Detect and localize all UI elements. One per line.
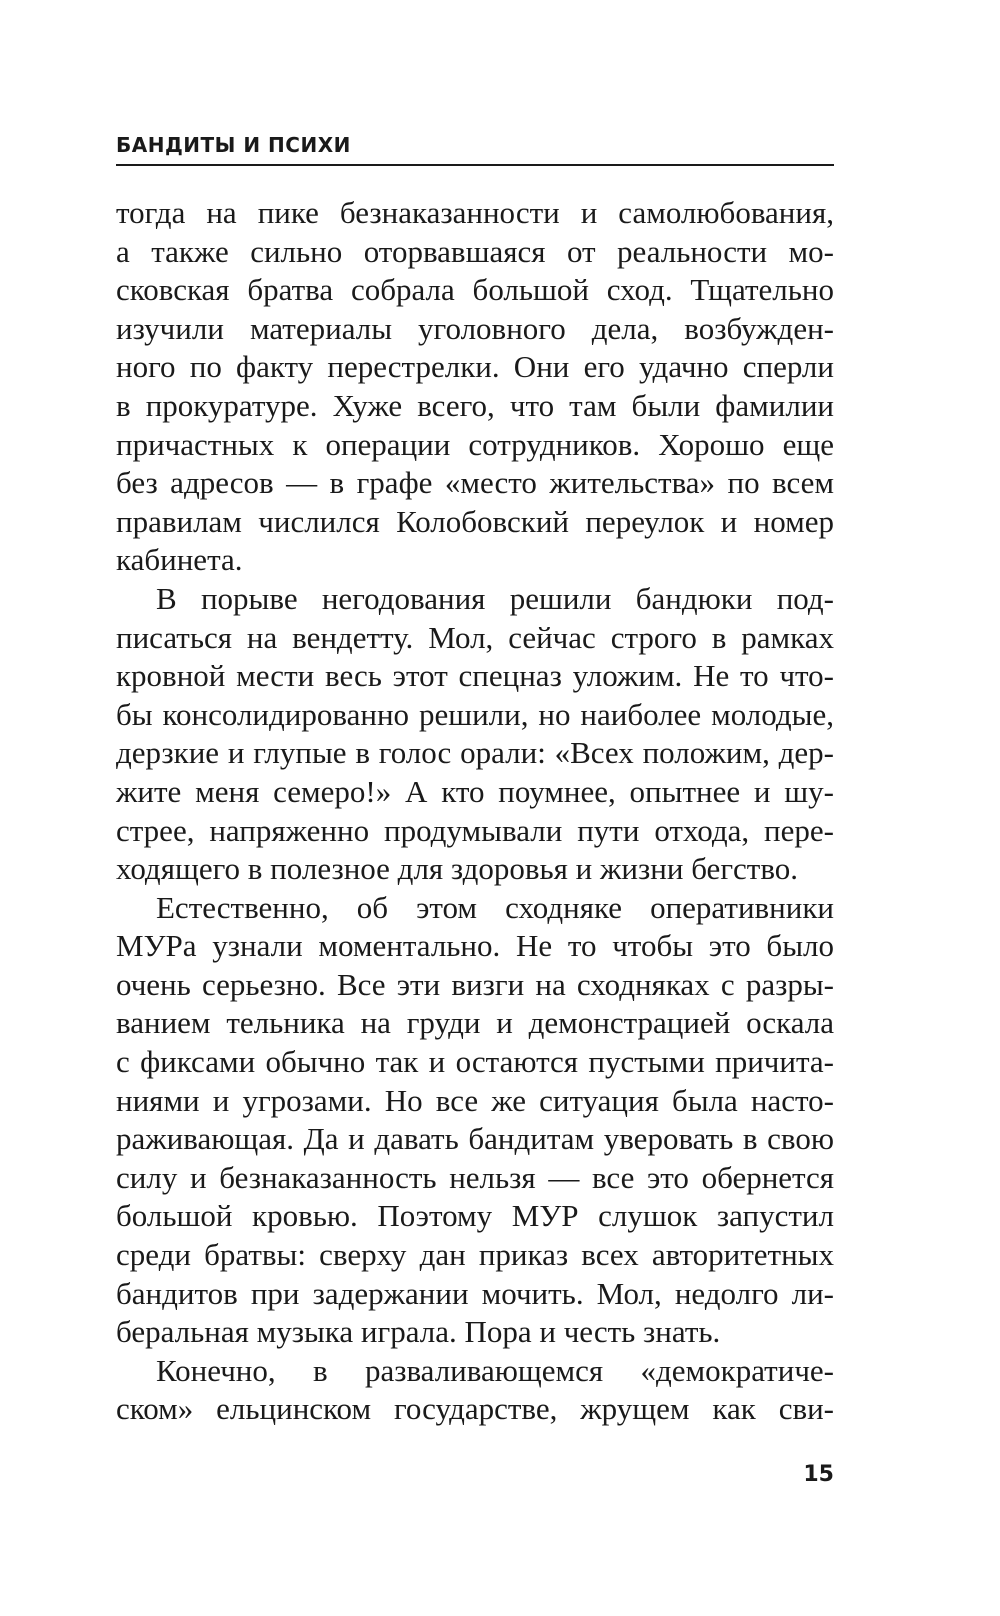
paragraph-3 bbox=[116, 889, 834, 1352]
text-line: Конечно, в разваливающемся «демократиче- bbox=[156, 1352, 834, 1388]
text-line: ском» ельцинском государстве, жрущем как сви- bbox=[116, 1391, 834, 1427]
text-line: беральная музыка играла. Пора и честь знать. bbox=[116, 1314, 721, 1350]
text-line: дерзкие и глупые в голос орали: «Всех положим, дер- bbox=[116, 735, 834, 771]
text-line: силу и безнаказанность нельзя — все это обернется bbox=[116, 1159, 834, 1195]
page-number: 15 bbox=[803, 1462, 834, 1487]
text-line: большой кровью. Поэтому МУР слушок запустил bbox=[116, 1198, 834, 1234]
text-line: а также сильно оторвавшаяся от реальности мо- bbox=[116, 233, 834, 269]
text-line: среди братвы: сверху дан приказ всех авторитетных bbox=[116, 1237, 834, 1273]
text-line: правилам числился Колобовский переулок и номер bbox=[116, 503, 834, 539]
text-line: бы консолидированно решили, но наиболее молодые, bbox=[116, 696, 834, 732]
text-line: ного по факту перестрелки. Они его удачно сперли bbox=[116, 349, 834, 385]
text-line: кровной мести весь этот спецназ уложим. Не то что- bbox=[116, 658, 834, 694]
text-line: в прокуратуре. Хуже всего, что там были фамилии bbox=[116, 387, 834, 423]
text-line: причастных к операции сотрудников. Хорошо еще bbox=[116, 426, 834, 462]
paragraph-1 bbox=[116, 194, 834, 580]
text-line: ванием тельника на груди и демонстрацией оскала bbox=[116, 1005, 834, 1041]
text-line: ходящего в полезное для здоровья и жизни бегство. bbox=[116, 851, 799, 887]
text-line: Естественно, об этом сходняке оперативники bbox=[156, 889, 834, 925]
text-line: жите меня семеро!» А кто поумнее, опытнее и шу- bbox=[116, 773, 834, 809]
text-line: МУРа узнали моментально. Не то чтобы это было bbox=[116, 928, 834, 964]
paragraph-4 bbox=[116, 1352, 834, 1429]
text-line: без адресов — в графе «место жительства» по всем bbox=[116, 465, 834, 501]
text-line: стрее, напряженно продумывали пути отхода, пере- bbox=[116, 812, 834, 848]
paragraph-2 bbox=[116, 580, 834, 889]
text-line: тогда на пике безнаказанности и самолюбования, bbox=[116, 195, 834, 230]
text-line: бандитов при задержании мочить. Мол, недолго ли- bbox=[116, 1275, 834, 1311]
header-rule bbox=[116, 164, 834, 166]
running-title: БАНДИТЫ И ПСИХИ bbox=[116, 133, 351, 157]
text-line: очень серьезно. Все эти визги на сходняках с разры- bbox=[116, 966, 834, 1002]
text-line: В порыве негодования решили бандюки под- bbox=[156, 580, 834, 616]
text-line: раживающая. Да и давать бандитам уверовать в свою bbox=[116, 1121, 834, 1157]
text-line: писаться на вендетту. Мол, сейчас строго в рамках bbox=[116, 619, 834, 655]
text-line: ниями и угрозами. Но все же ситуация была насто- bbox=[116, 1082, 834, 1118]
text-line: изучили материалы уголовного дела, возбужден- bbox=[116, 310, 834, 346]
text-line: сковская братва собрала большой сход. Тщательно bbox=[116, 272, 834, 308]
body-text bbox=[116, 194, 834, 1429]
text-line: с фиксами обычно так и остаются пустыми причита- bbox=[116, 1044, 834, 1080]
text-line: кабинета. bbox=[116, 542, 243, 578]
